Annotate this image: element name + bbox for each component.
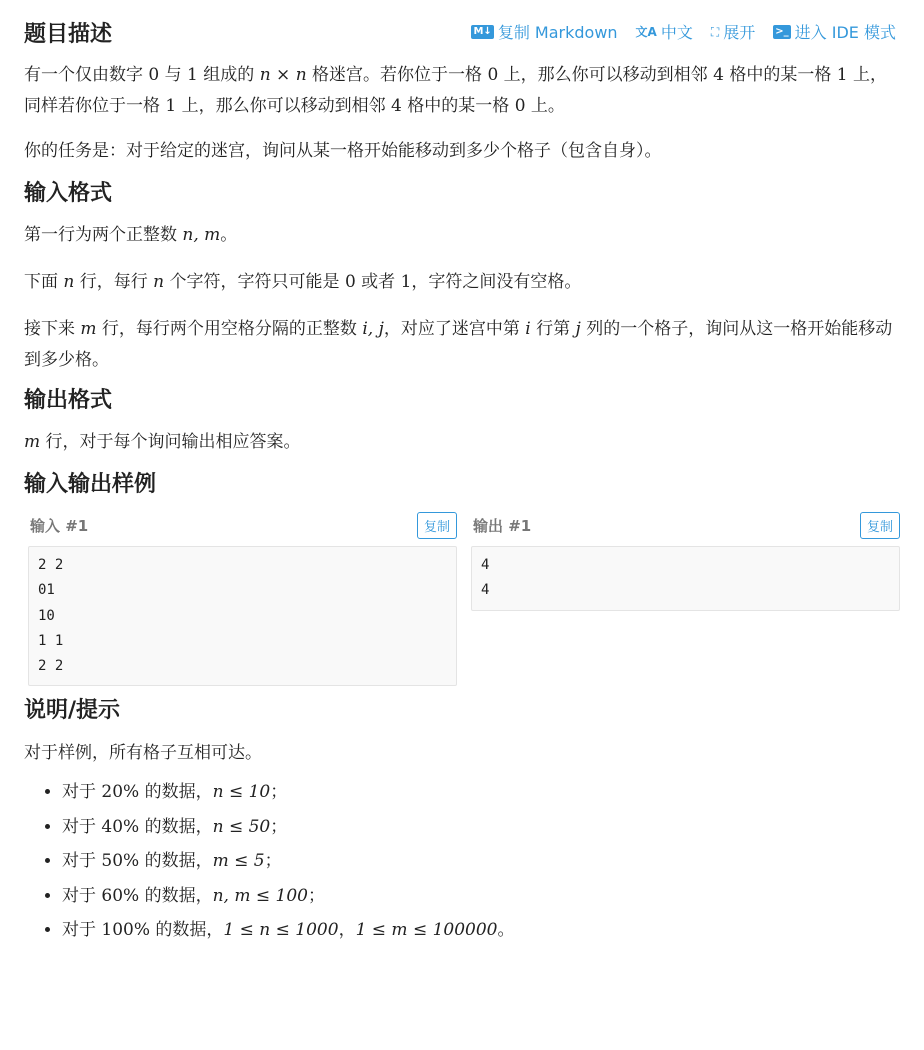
hint-list (24, 775, 900, 948)
paragraph (24, 220, 900, 251)
math-text: m (80, 319, 97, 339)
math-text: 40% (101, 816, 140, 837)
text: 列的一个格子，询问从这一格开始能移动到多少格。 (24, 319, 893, 370)
text: 行，每行 (74, 272, 154, 292)
math-text: n, m ≤ 100 (212, 885, 308, 906)
text: 组成的 (197, 65, 260, 85)
text: 格中的某一格 (723, 65, 837, 85)
text: 对于 (62, 782, 102, 803)
expand-button[interactable] (711, 20, 755, 43)
text: 上，那么你可以移动到相邻 (176, 96, 392, 116)
text: 对于 (62, 885, 102, 906)
math-text: n × n (259, 65, 307, 85)
text: 。 (220, 225, 238, 245)
output-format-section (24, 427, 900, 458)
hint-section (24, 738, 900, 769)
heading-input-format: 输入格式 (24, 181, 113, 206)
hint-list-item (62, 913, 900, 948)
text: 第一行为两个正整数 (24, 225, 183, 245)
text: 的数据， (139, 816, 213, 837)
math-text: m (24, 432, 41, 452)
text: ； (270, 782, 288, 803)
math-text: m ≤ 5 (212, 851, 265, 872)
heading-description: 题目描述 (24, 22, 113, 47)
text: ； (270, 816, 288, 837)
text: 行，对于每个询问输出相应答案。 (40, 432, 301, 452)
translate-icon: 文A (635, 24, 657, 39)
copy-markdown-button[interactable] (471, 20, 617, 43)
expand-icon: ⛶ (710, 24, 720, 39)
math-text: 0 (487, 65, 499, 85)
hint-list-item (62, 879, 900, 914)
text: 与 (159, 65, 188, 85)
text: 的数据， (150, 920, 224, 941)
sample-output-title: 输出 #1 (473, 516, 532, 535)
ide-mode-button[interactable] (773, 20, 896, 43)
math-text: j (575, 319, 581, 339)
math-text: n, m (182, 225, 221, 245)
paragraph (24, 136, 900, 167)
text: 有一个仅由数字 (24, 65, 149, 85)
math-text: 0 (344, 272, 356, 292)
copy-input-button[interactable]: 复制 (417, 512, 457, 539)
text: 的数据， (139, 851, 213, 872)
toolbar (471, 20, 896, 43)
copy-output-button[interactable]: 复制 (860, 512, 900, 539)
language-button[interactable] (636, 20, 693, 43)
language-label: 中文 (660, 23, 693, 42)
markdown-icon: M↓ (473, 25, 492, 37)
paragraph (24, 267, 900, 298)
text: 行，每行两个用空格分隔的正整数 (96, 319, 363, 339)
math-text: 100% (101, 920, 151, 941)
math-text: 0 (148, 65, 160, 85)
text: ； (308, 885, 325, 906)
text: 对于 (62, 851, 102, 872)
text: 上，那么你可以移动到相邻 (498, 65, 714, 85)
copy-markdown-label: 复制 Markdown (497, 23, 618, 42)
text: ，字符之间没有空格。 (411, 272, 582, 292)
text: 上，同样若你位于一格 (24, 65, 887, 116)
math-text: i, j (362, 319, 384, 339)
math-text: 1 ≤ m ≤ 100000 (355, 920, 498, 941)
math-text: 4 (391, 96, 402, 116)
math-text: i (525, 319, 531, 339)
text: 行第 (530, 319, 576, 339)
math-text: 1 ≤ n ≤ 1000 (223, 920, 339, 941)
text: 的数据， (139, 782, 213, 803)
text: 对于 (62, 816, 102, 837)
text: 接下来 (24, 319, 81, 339)
ide-mode-label: 进入 IDE 模式 (794, 23, 896, 42)
math-text: 1 (187, 65, 198, 85)
text: 对于 (62, 920, 102, 941)
hint-list-item (62, 775, 900, 810)
math-text: 50% (101, 851, 140, 872)
text: 的数据， (139, 885, 213, 906)
text: ； (264, 851, 282, 872)
sample-input (24, 510, 457, 686)
text: 格迷宫。若你位于一格 (306, 65, 488, 85)
samples (24, 510, 900, 686)
math-text: n ≤ 10 (212, 782, 271, 803)
terminal-icon: >_ (775, 25, 789, 37)
text: 你的任务是：对于给定的迷宫，询问从某一格开始能移动到多少个格子（包含自身）。 (24, 141, 662, 161)
math-text: n (63, 272, 75, 292)
heading-hint: 说明/提示 (24, 698, 121, 724)
math-text: 60% (101, 885, 140, 906)
math-text: 20% (101, 782, 140, 803)
math-text: 1 (165, 96, 177, 116)
text: 对于样例，所有格子互相可达。 (24, 743, 262, 764)
expand-label: 展开 (723, 23, 756, 42)
sample-input-content: 2 2 01 10 1 1 2 2 (28, 546, 457, 686)
sample-output-content: 4 4 (471, 546, 900, 611)
sample-output (467, 510, 900, 686)
text: 或者 (355, 272, 401, 292)
paragraph (24, 738, 900, 769)
text: 下面 (24, 272, 64, 292)
math-text: n ≤ 50 (212, 816, 271, 837)
math-text: 1 (836, 65, 848, 85)
text: ， (338, 920, 356, 941)
math-text: 0 (514, 96, 526, 116)
text: 上。 (525, 96, 565, 116)
input-format-section (24, 220, 900, 376)
text: 。 (497, 920, 515, 941)
paragraph (24, 314, 900, 376)
hint-list-item (62, 810, 900, 845)
math-text: 4 (713, 65, 724, 85)
text: 个字符，字符只可能是 (164, 272, 345, 292)
hint-list-item (62, 844, 900, 879)
description-section (24, 60, 900, 167)
text: 格中的某一格 (401, 96, 515, 116)
heading-output-format: 输出格式 (24, 388, 113, 413)
text: ，对应了迷宫中第 (383, 319, 526, 339)
heading-samples: 输入输出样例 (24, 472, 157, 497)
paragraph (24, 60, 900, 122)
sample-input-title: 输入 #1 (30, 516, 89, 535)
paragraph (24, 427, 900, 458)
math-text: n (153, 272, 165, 292)
math-text: 1 (400, 272, 412, 292)
